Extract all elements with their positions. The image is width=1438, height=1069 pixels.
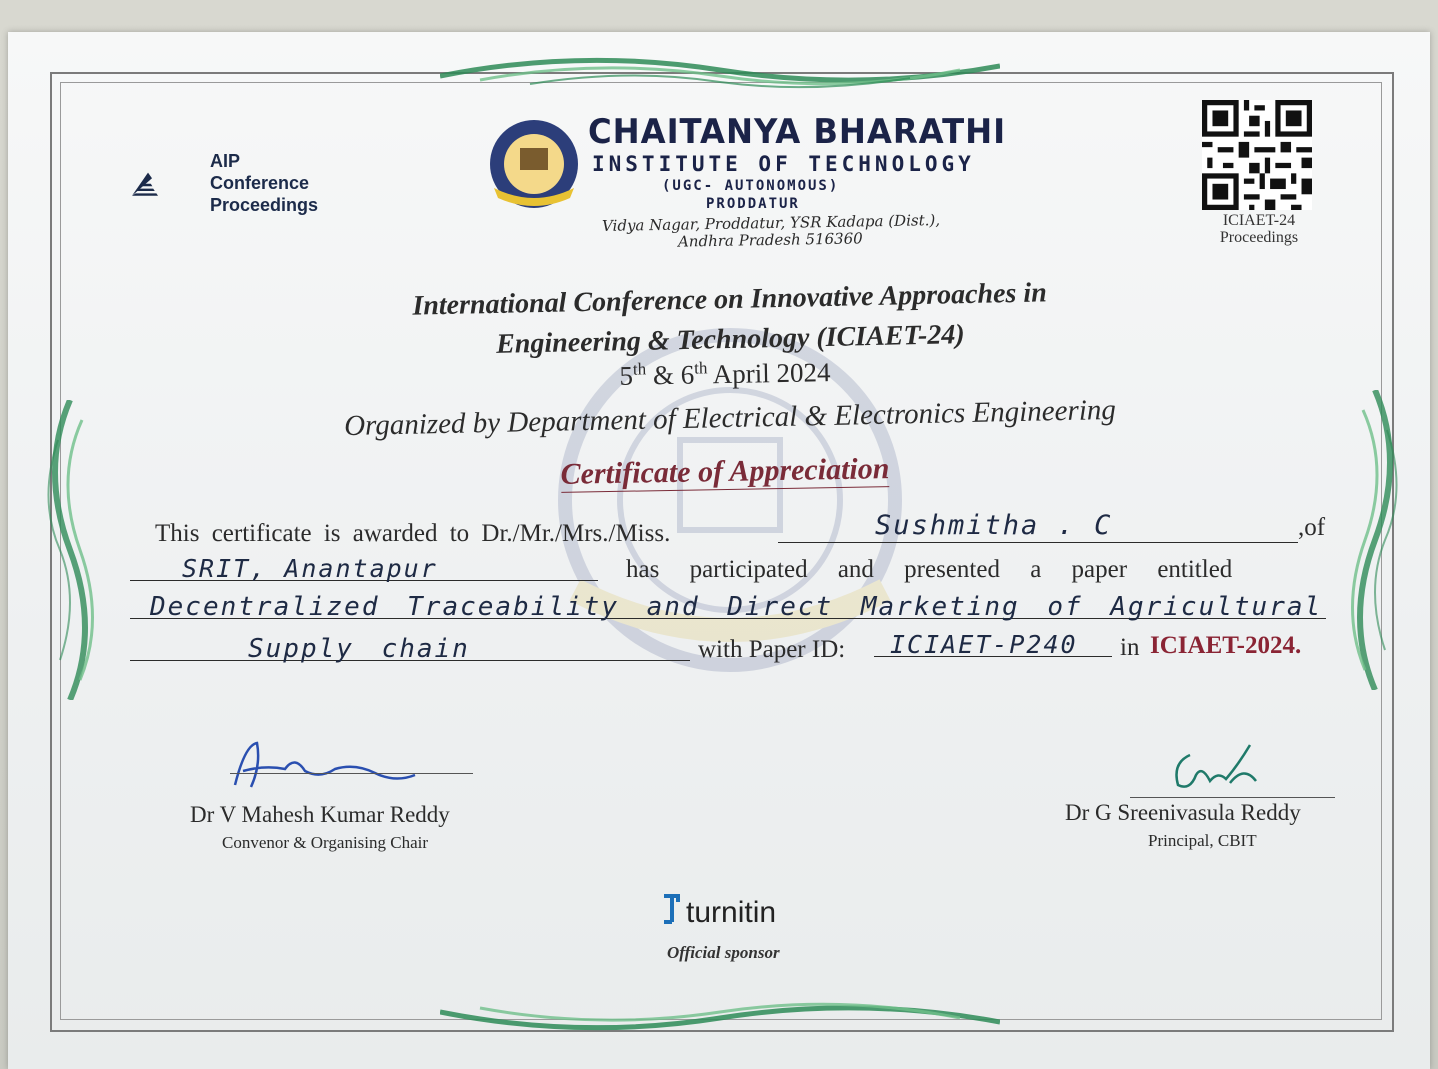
certificate-title	[520, 451, 931, 492]
institute-name: CHAITANYA BHARATHI	[588, 112, 1007, 152]
aip-line2: Conference	[210, 173, 310, 193]
aip-line1: AIP	[210, 151, 241, 171]
right-swirl-ornament	[1345, 390, 1415, 690]
conference-date	[560, 355, 891, 393]
institute-place: PRODDATUR	[706, 196, 800, 212]
awarded-to-text: This certificate is awarded to Dr./Mr./Mrs./Miss.	[155, 520, 671, 547]
right-signature-line	[1130, 797, 1335, 798]
aip-logo-icon	[130, 150, 210, 220]
qr-caption	[1200, 212, 1318, 246]
institution-name: SRIT, Anantapur	[182, 554, 438, 583]
in-label: in	[1120, 634, 1140, 661]
paper-title-line1: Decentralized Traceability and Direct Marketing of Agricultural	[150, 592, 1323, 622]
date-rest: April 2024	[707, 357, 831, 390]
institute-subtitle: INSTITUTE OF TECHNOLOGY	[592, 152, 975, 176]
conference-title-line2: Engineering & Technology (ICIAET-24)	[495, 319, 965, 360]
turnitin-logo	[660, 892, 776, 930]
left-signatory-role: Convenor & Organising Chair	[222, 833, 429, 852]
conference-title-line1: International Conference on Innovative Approaches in	[412, 277, 1048, 322]
qr-code-icon	[1202, 100, 1312, 210]
left-swirl-ornament	[30, 400, 100, 700]
left-signature-line	[230, 773, 473, 774]
paper-id: ICIAET-P240	[890, 630, 1078, 659]
official-sponsor-label: Official sponsor	[667, 943, 780, 962]
turnitin-brand: turnitin	[686, 896, 777, 929]
participated-text: has participated and presented a paper entitled	[626, 556, 1233, 583]
qr-caption-line1: ICIAET-24	[1222, 212, 1296, 229]
right-signatory-role: Principal, CBIT	[1148, 831, 1257, 850]
date-sup2: th	[693, 358, 708, 378]
institute-seal-icon	[484, 118, 584, 214]
date-sup1: th	[632, 359, 647, 379]
institute-ugc: (UGC- AUTONOMOUS)	[662, 178, 840, 194]
recipient-name: Sushmitha . C	[875, 510, 1113, 541]
left-signature-icon	[225, 735, 485, 800]
aip-conference-proceedings	[210, 150, 318, 216]
right-signature-icon	[1160, 735, 1270, 800]
date-day2: 6	[680, 359, 695, 390]
event-name: ICIAET-2024.	[1150, 632, 1302, 659]
right-signatory-name: Dr G Sreenivasula Reddy	[1065, 800, 1301, 825]
top-swirl-ornament	[440, 48, 1000, 98]
organizer-line: Organized by Department of Electrical & Electronics Engineering	[343, 393, 1117, 443]
bottom-swirl-ornament	[440, 990, 1000, 1040]
date-amp: &	[645, 359, 682, 391]
recipient-underline	[778, 542, 1298, 543]
institute-address-line1: Vidya Nagar, Proddatur, YSR Kadapa (Dist.),	[601, 211, 941, 235]
of-text: ,of	[1298, 514, 1326, 541]
paper-title-line2: Supply chain	[248, 634, 470, 664]
institute-address-line2: Andhra Pradesh 516360	[677, 229, 863, 251]
left-signatory-name: Dr V Mahesh Kumar Reddy	[190, 802, 450, 827]
qr-caption-line2: Proceedings	[1219, 229, 1299, 246]
paper-id-label: with Paper ID:	[698, 636, 846, 663]
aip-line3: Proceedings	[210, 195, 319, 215]
date-day1: 5	[619, 360, 634, 391]
turnitin-mark-icon	[660, 892, 686, 928]
certificate-title-text: Certificate of Appreciation	[560, 452, 890, 491]
